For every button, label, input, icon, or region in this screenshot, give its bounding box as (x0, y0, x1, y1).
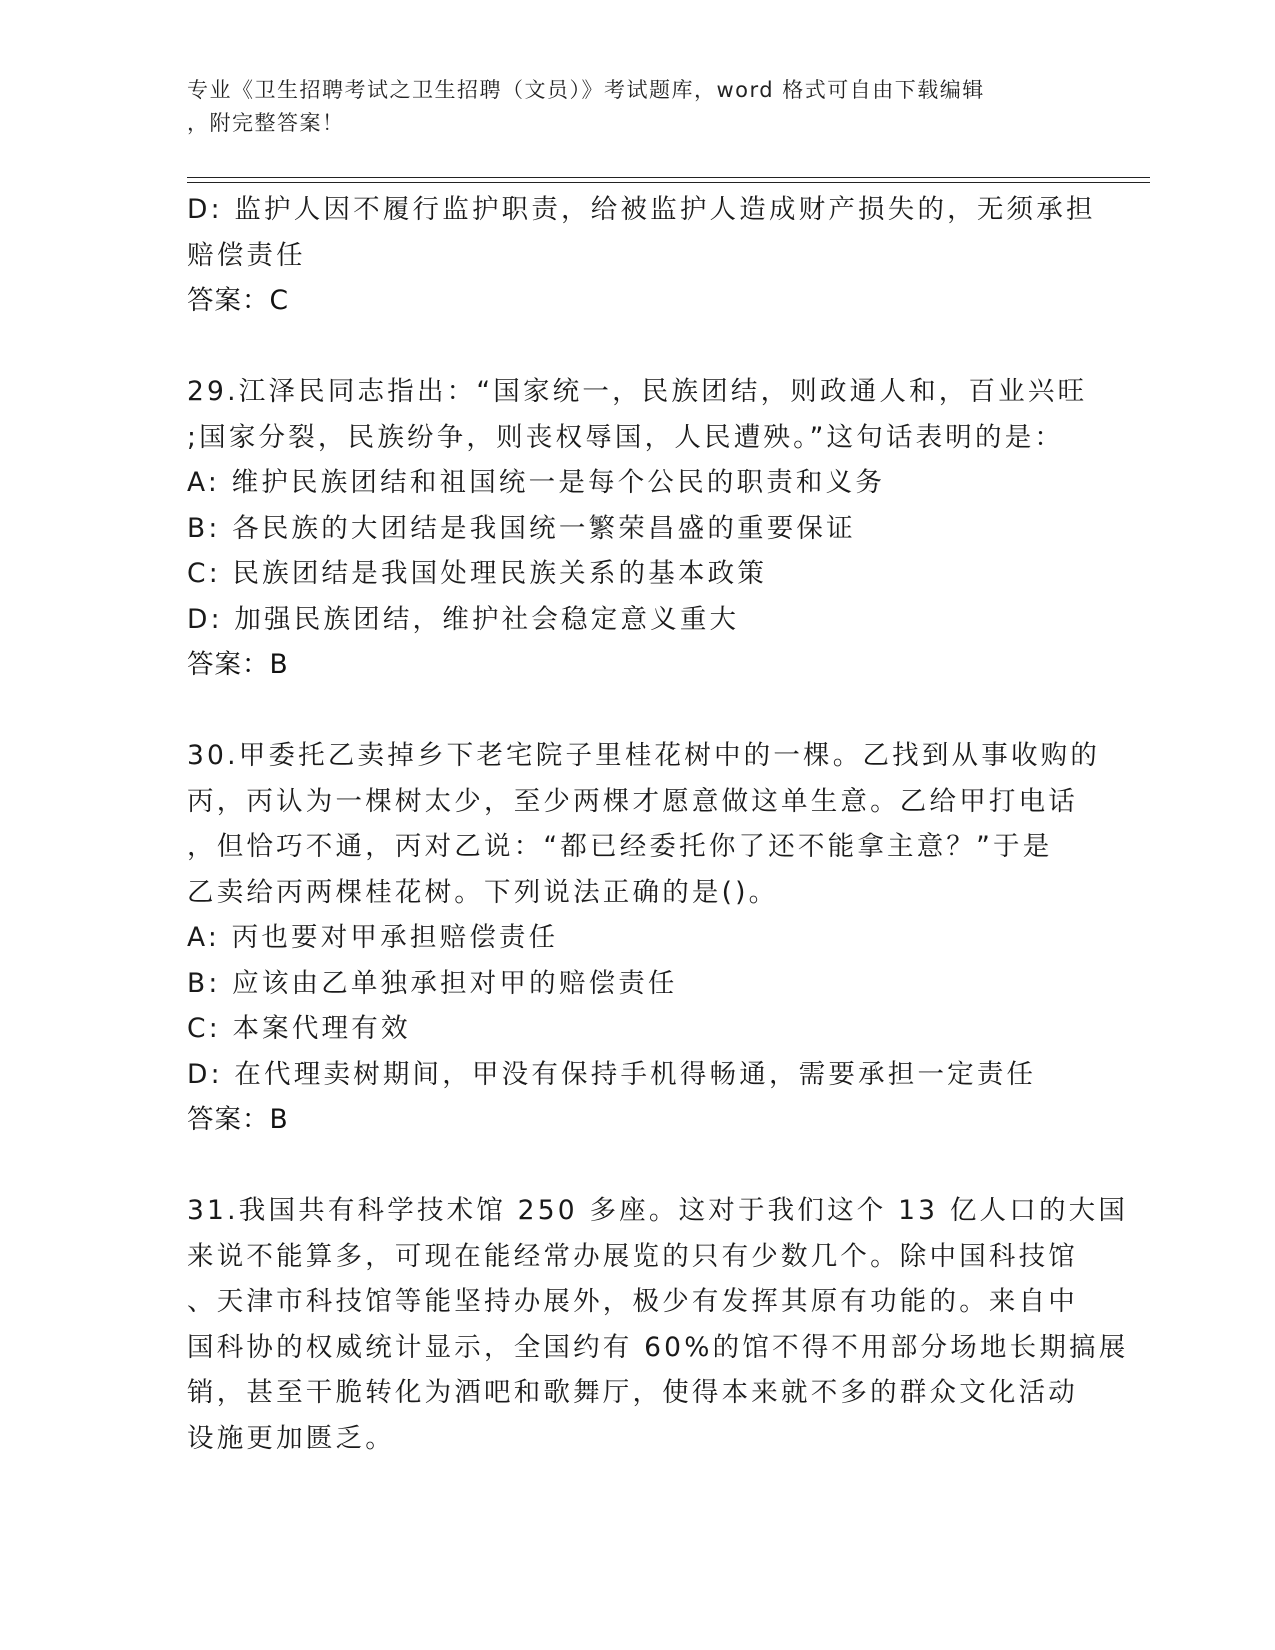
question-text: 、天津市科技馆等能坚持办展外，极少有发挥其原有功能的。来自中 (187, 1286, 1078, 1317)
header-divider (187, 177, 1150, 178)
option-a: A: 维护民族团结和祖国统一是每个公民的职责和义务 (187, 467, 886, 498)
spacer (187, 324, 1087, 370)
header-line: ，附完整答案！ (187, 111, 345, 135)
option-d: D: 监护人因不履行监护职责，给被监护人造成财产损失的，无须承担 (187, 194, 1096, 225)
question-block (187, 369, 1087, 688)
option-b: B: 各民族的大团结是我国统一繁荣昌盛的重要保证 (187, 512, 856, 544)
option-c: C: 民族团结是我国处理民族关系的基本政策 (187, 558, 768, 589)
option-d: D: 加强民族团结，维护社会稳定意义重大 (187, 603, 740, 635)
question-text: 29.江泽民同志指出：“国家统一，民族团结，则政通人和，百业兴旺 (187, 376, 1088, 407)
option-a: A: 丙也要对甲承担赔偿责任 (187, 922, 559, 953)
question-text: 设施更加匮乏。 (187, 1422, 395, 1454)
question-text: 30.甲委托乙卖掉乡下老宅院子里桂花树中的一棵。乙找到从事收购的 (187, 740, 1101, 771)
answer-label: 答案：C (187, 285, 290, 316)
question-text: 销，甚至干脆转化为酒吧和歌舞厅，使得本来就不多的群众文化活动 (187, 1377, 1078, 1408)
spacer (187, 1143, 1087, 1189)
question-text: ，但恰巧不通，丙对乙说：“都已经委托你了还不能拿主意？”于是 (187, 831, 1053, 862)
question-text: 31.我国共有科学技术馆 250 多座。这对于我们这个 13 亿人口的大国 (187, 1195, 1129, 1226)
question-content (187, 187, 1129, 1461)
question-text: 来说不能算多，可现在能经常办展览的只有少数几个。除中国科技馆 (187, 1240, 1078, 1272)
header-line: 专业《卫生招聘考试之卫生招聘（文员）》考试题库，word 格式可自由下载编辑 (187, 78, 985, 102)
question-block (187, 733, 1101, 1143)
option-c: C: 本案代理有效 (187, 1013, 411, 1044)
question-block (187, 187, 1096, 324)
option-d-cont: 赔偿责任 (187, 239, 306, 271)
question-text: 丙，丙认为一棵树太少，至少两棵才愿意做这单生意。乙给甲打电话 (187, 785, 1078, 817)
page-header (187, 74, 1067, 140)
answer-label: 答案：B (187, 1104, 289, 1135)
question-text: 乙卖给丙两棵桂花树。下列说法正确的是()。 (187, 876, 779, 908)
spacer (187, 688, 1087, 734)
answer-label: 答案：B (187, 649, 289, 680)
question-text: ;国家分裂，民族纷争，则丧权辱国，人民遭殃。”这句话表明的是： (187, 421, 1065, 453)
question-block (187, 1188, 1129, 1461)
option-d: D: 在代理卖树期间，甲没有保持手机得畅通，需要承担一定责任 (187, 1058, 1037, 1090)
option-b: B: 应该由乙单独承担对甲的赔偿责任 (187, 967, 678, 999)
question-text: 国科协的权威统计显示，全国约有 60%的馆不得不用部分场地长期搞展 (187, 1331, 1129, 1363)
header-divider (187, 182, 1150, 183)
